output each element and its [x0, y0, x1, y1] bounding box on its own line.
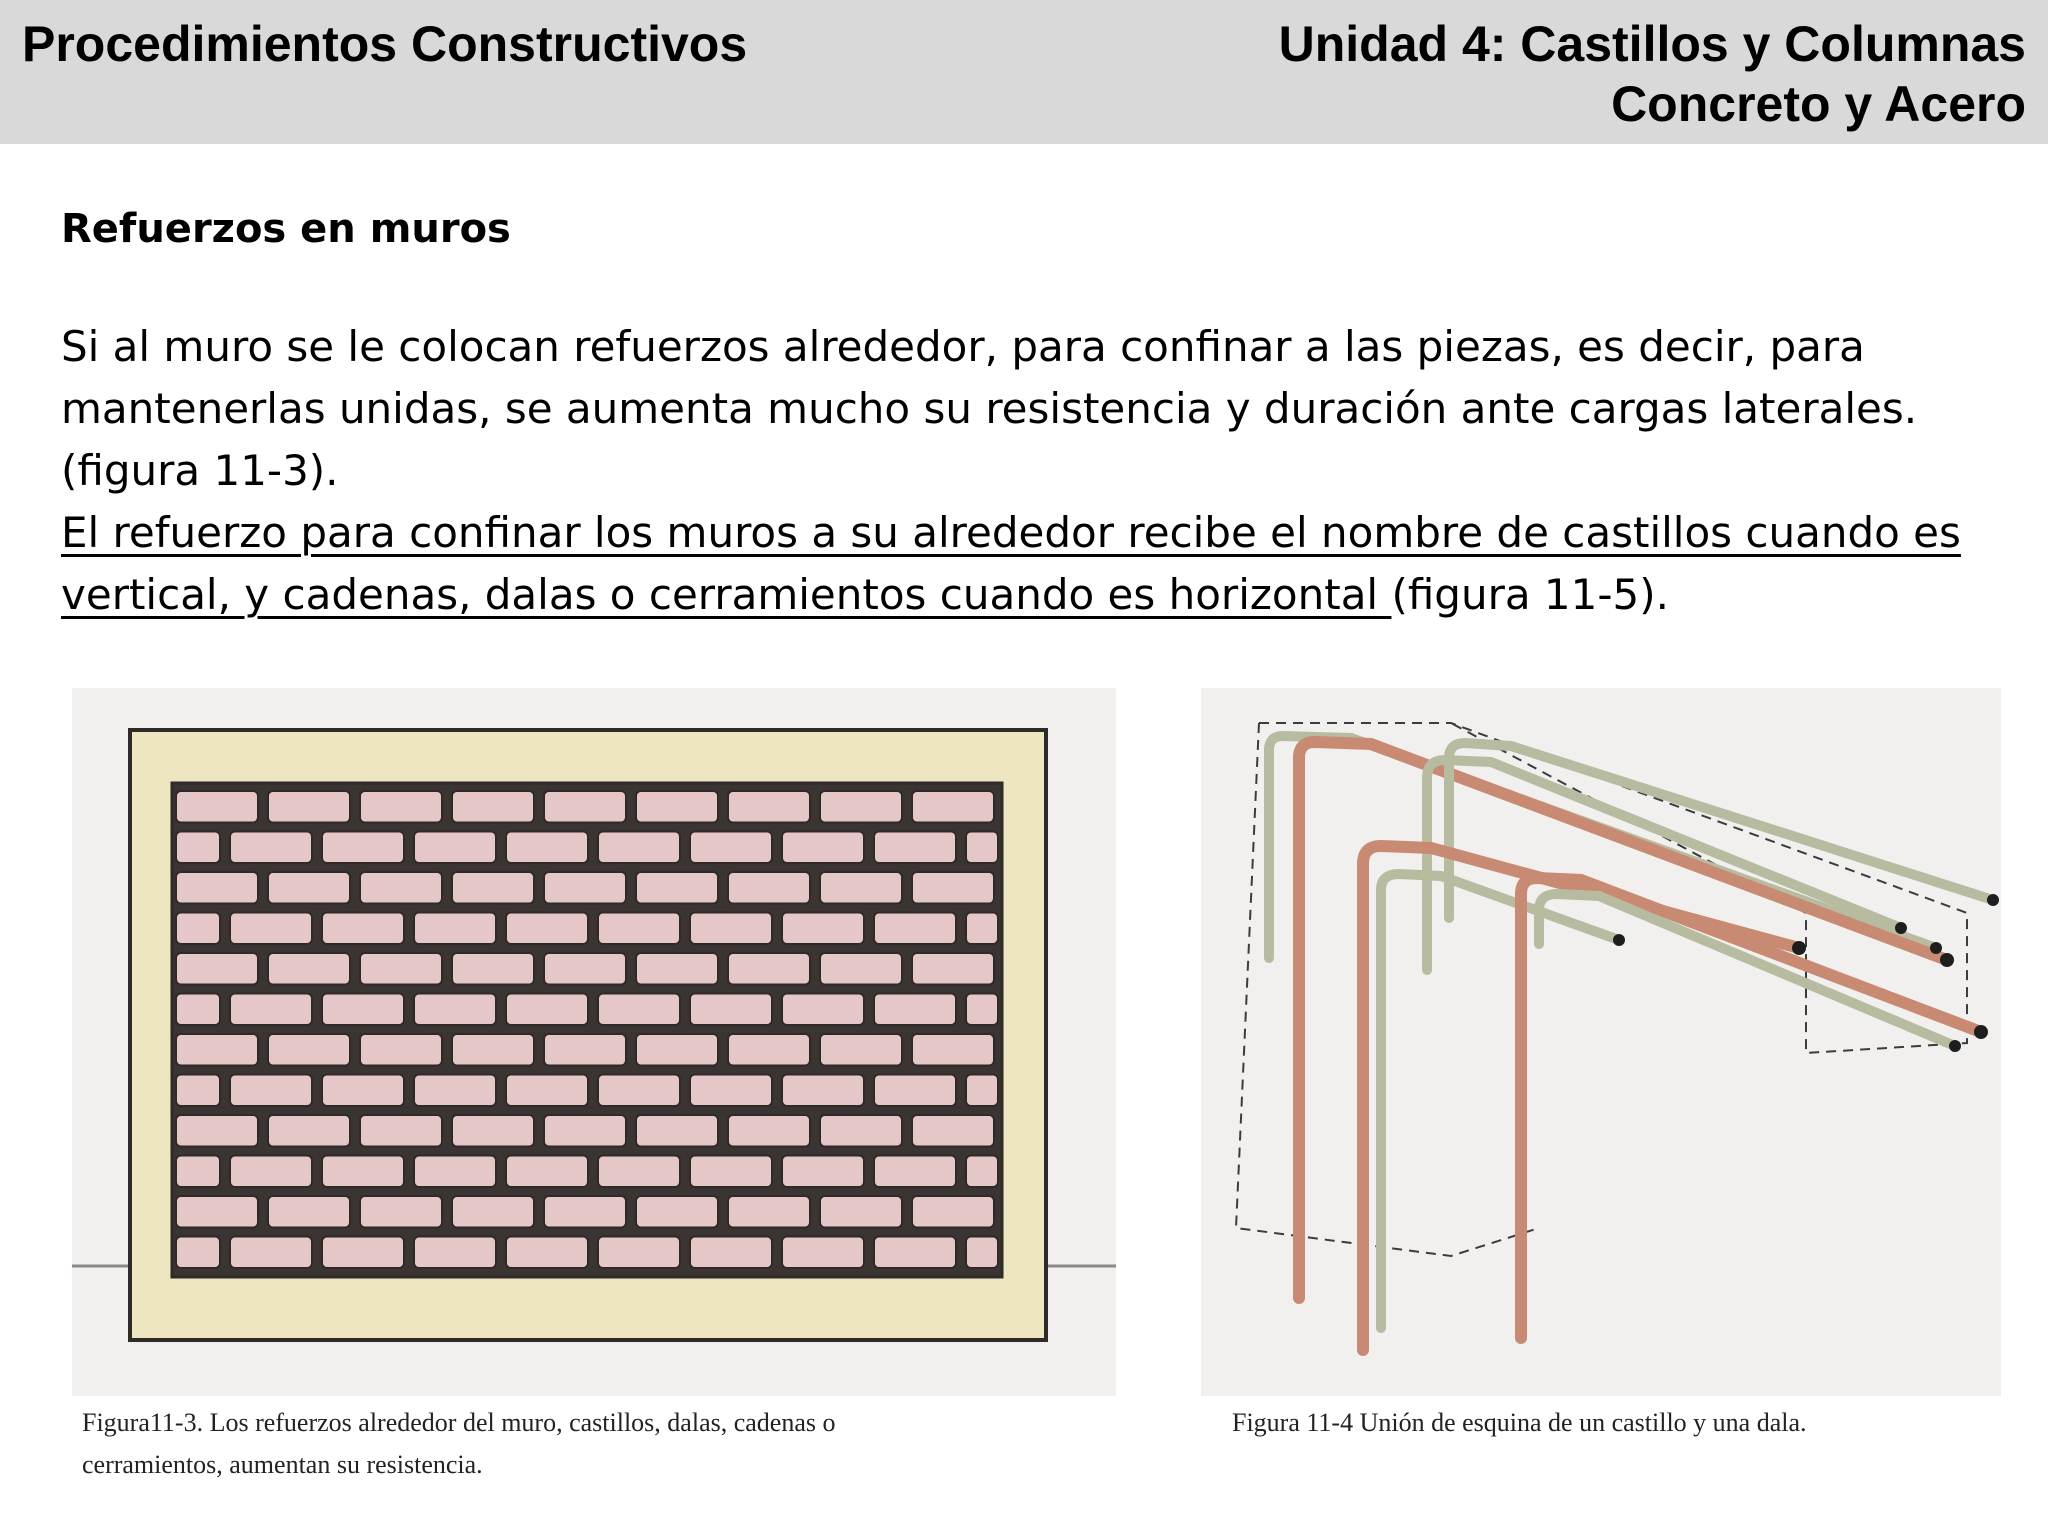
unit-title-line-1: Unidad 4: Castillos y Columnas [1278, 16, 2026, 72]
unit-title [1279, 14, 2026, 134]
figure-11-3-caption [82, 1402, 1102, 1486]
unit-title-line-2: Concreto y Acero [1611, 76, 2026, 132]
slide-header [0, 0, 2048, 144]
course-title: Procedimientos Constructivos [22, 16, 748, 72]
figure-corner-joint-image [1201, 688, 2001, 1396]
paragraph-2-underlined-text: El refuerzo para confinar los muros a su alrededor recibe el nombre de castillos cuando es vertical, y cadenas, dalas o cerramientos cuando es horizontal [61, 508, 1961, 619]
figure-11-4-caption: Figura 11-4 Unión de esquina de un castillo y una dala. [1232, 1408, 1807, 1437]
figure-11-3-caption-line-1: Figura11-3. Los refuerzos alrededor del muro, castillos, dalas, cadenas o [82, 1408, 836, 1437]
slide-body [61, 196, 2001, 626]
figure-11-3-caption-line-2: cerramientos, aumentan su resistencia. [82, 1450, 483, 1479]
paragraph-1: Si al muro se le colocan refuerzos alrededor, para confinar a las piezas, es decir, para mantenerlas unidas, se aumenta mucho su resistencia y duración ante cargas laterales. (figura 11-3). [61, 322, 1918, 495]
rebar-corner-illustration [1201, 688, 2001, 1396]
section-heading: Refuerzos en muros [61, 206, 511, 252]
paragraph-2 [61, 502, 2001, 626]
figure-wall-reinforcement-image [72, 688, 1116, 1396]
paragraph-2-figure-ref: (figura 11-5). [1391, 570, 1669, 619]
brick-wall-illustration [72, 688, 1116, 1396]
